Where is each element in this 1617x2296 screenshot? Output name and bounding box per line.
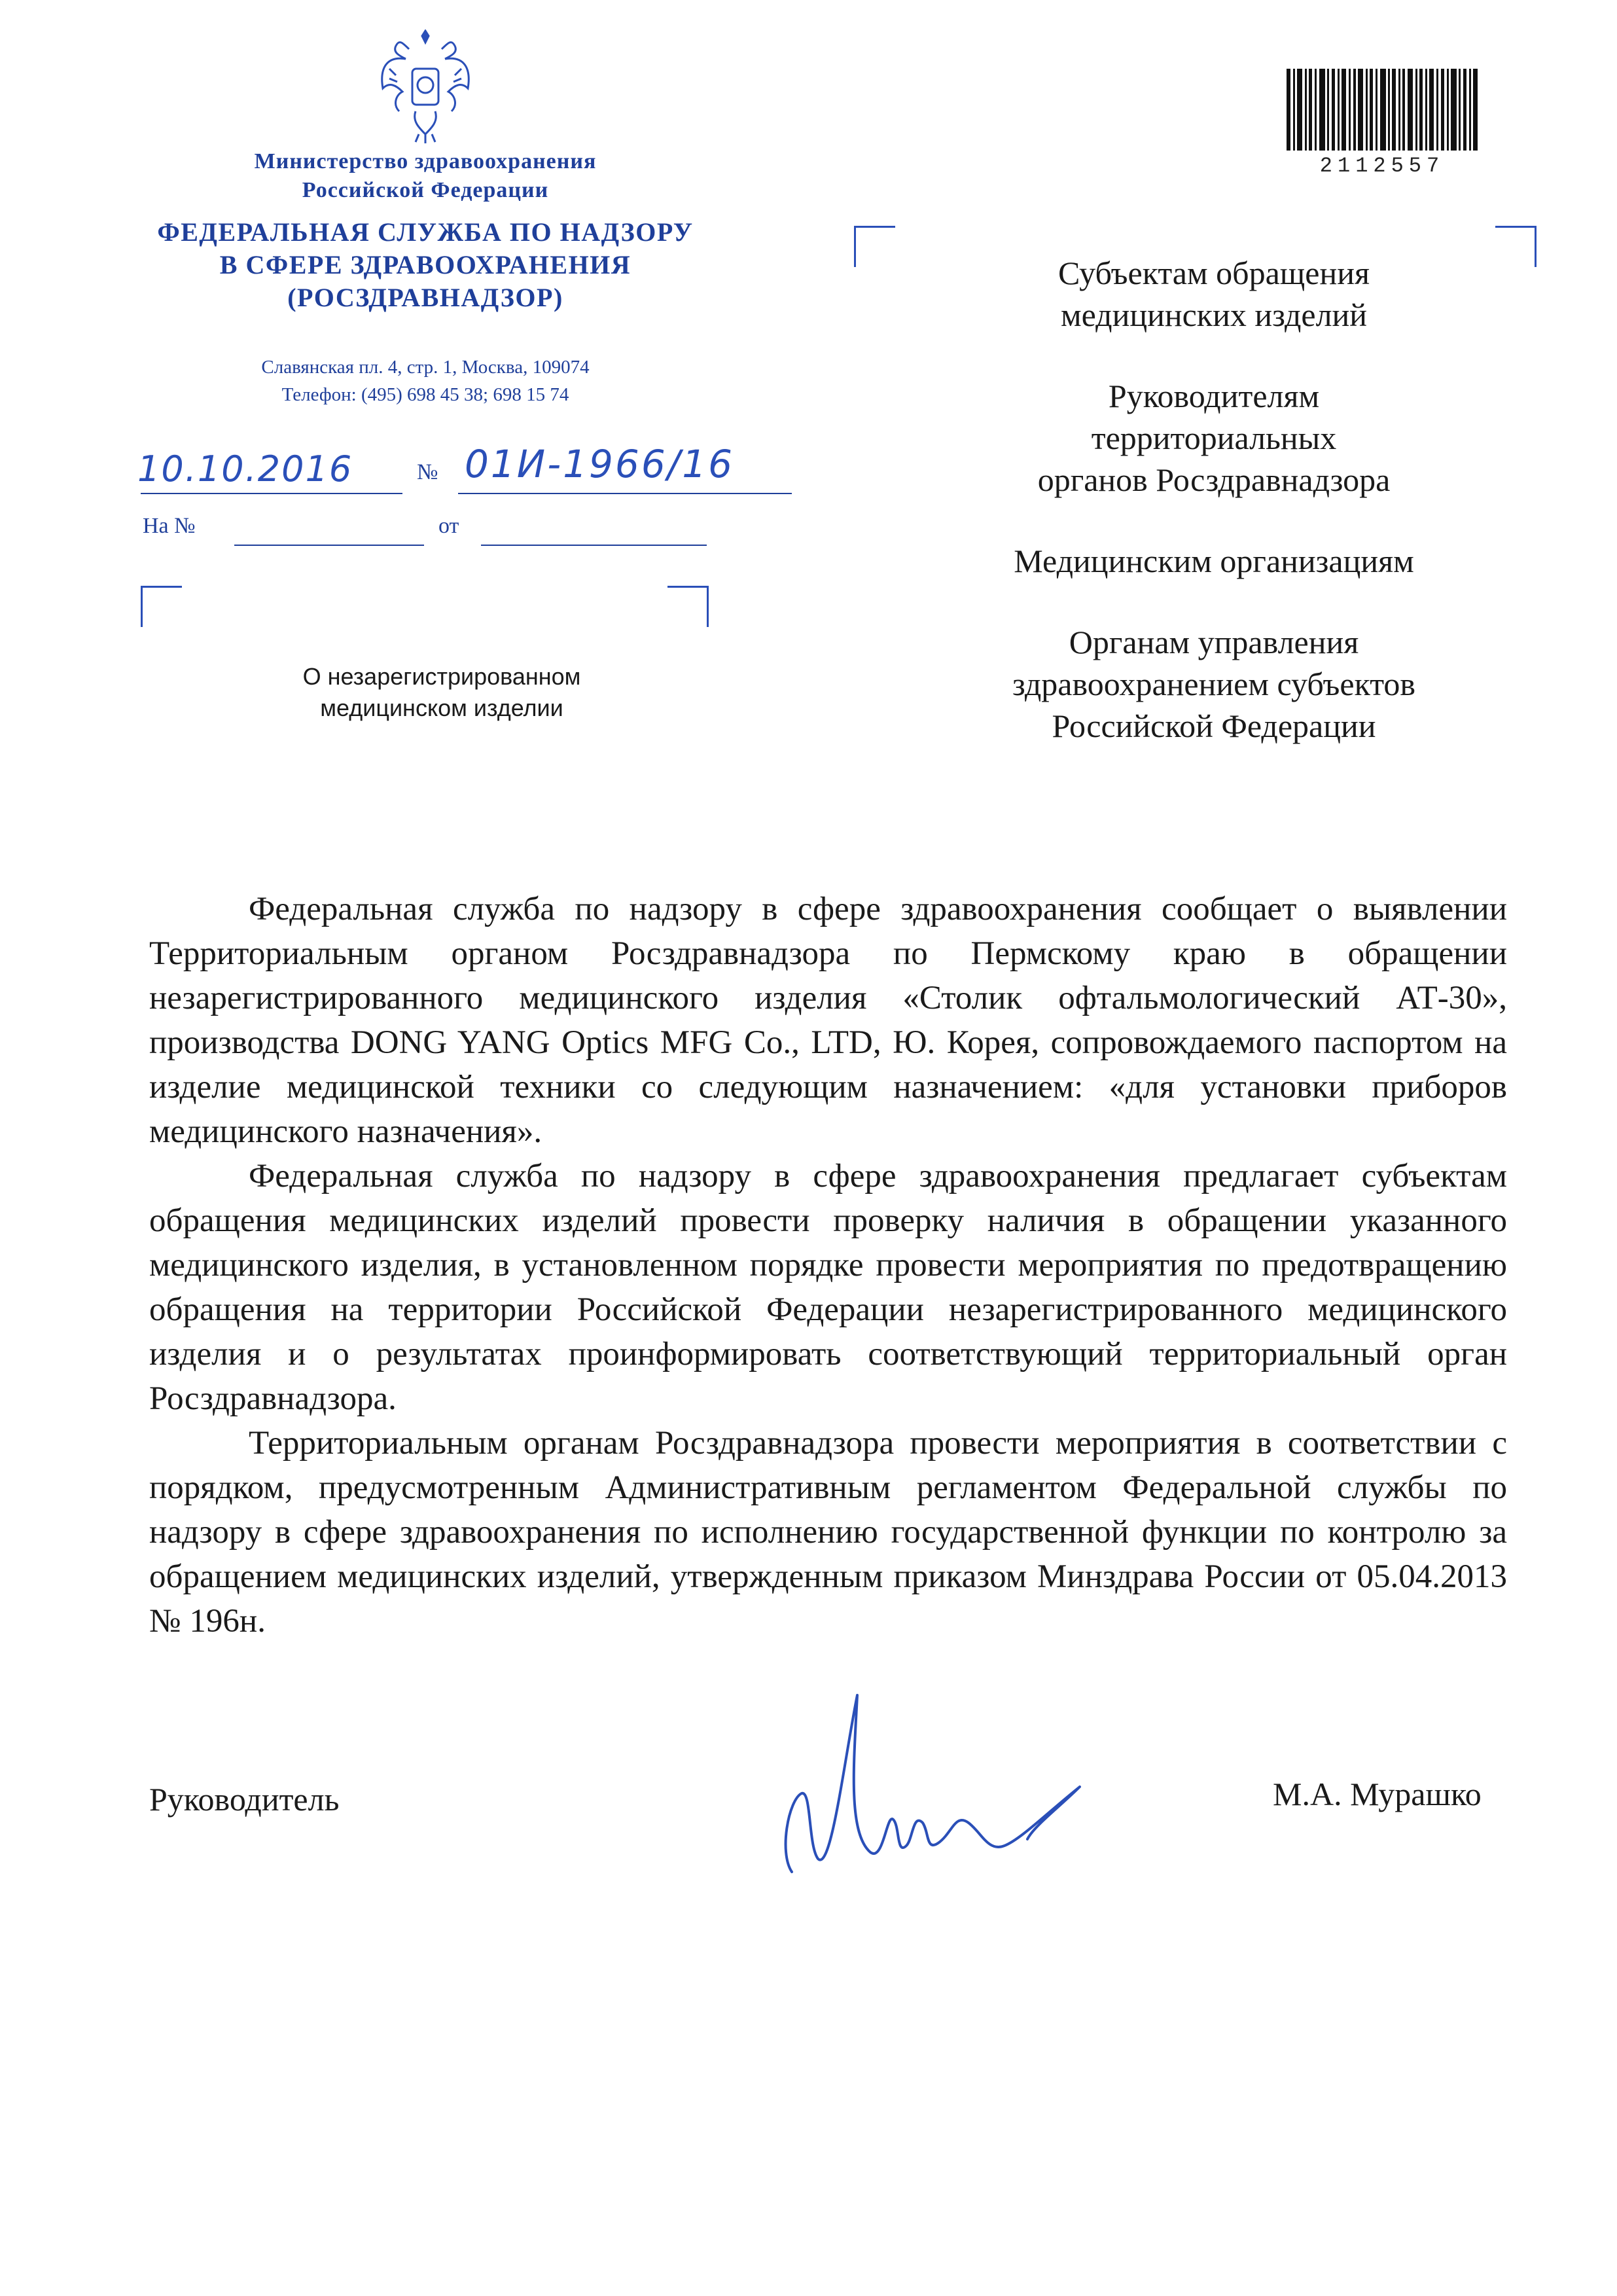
ministry-line-2: Российской Федерации	[302, 178, 549, 202]
addressee-group	[910, 375, 1518, 501]
ministry-line-1: Министерство здравоохранения	[254, 149, 597, 173]
subject-corner-left	[141, 586, 182, 627]
coat-of-arms-emblem	[376, 29, 474, 144]
handwritten-signature	[772, 1682, 1099, 1898]
number-label: №	[417, 460, 438, 484]
barcode-number: 2112557	[1319, 154, 1445, 178]
agency-line-3: (РОСЗДРАВНАДЗОР)	[287, 283, 563, 312]
ministry-name	[164, 147, 687, 205]
agency-line-2: В СФЕРЕ ЗДРАВООХРАНЕНИЯ	[219, 250, 631, 279]
addressee-line: здравоохранением субъектов	[1012, 666, 1416, 702]
addressee-line: Российской Федерации	[1052, 708, 1376, 744]
addressee-line: Органам управления	[1069, 624, 1359, 660]
barcode	[1284, 69, 1480, 160]
phone-line: Телефон: (495) 698 45 38; 698 15 74	[281, 384, 569, 405]
number-underline	[458, 493, 792, 494]
addressee-line: органов Росздравнадзора	[1037, 461, 1391, 498]
addressee-group	[910, 252, 1518, 336]
reply-date-underline	[481, 545, 707, 546]
signatory-title: Руководитель	[149, 1781, 340, 1818]
agency-name	[118, 216, 733, 314]
body-paragraph-2: Федеральная служба по надзору в сфере здравоохранения предлагает субъектам обращения медицинских изделий провести проверку наличия в обращении указанного медицинского изделия, в установленном порядке провести мероприятия по предотвращению обращения на территории Российской Федерации незарегистрированного медицинского изделия и о результатах проинформировать соответствующий территориальный орган Росздравнадзора.	[149, 1158, 1507, 1417]
addressee-block	[910, 252, 1518, 786]
agency-line-1: ФЕДЕРАЛЬНАЯ СЛУЖБА ПО НАДЗОРУ	[157, 217, 694, 247]
subject-line-1: О незарегистрированном	[302, 663, 581, 690]
addressee-line: медицинских изделий	[1060, 296, 1368, 333]
addressee-group	[910, 540, 1518, 582]
subject-line-2: медицинском изделии	[320, 694, 563, 721]
reply-number-underline	[234, 545, 424, 546]
signatory-name: М.А. Мурашко	[1273, 1776, 1482, 1812]
subject-line	[196, 661, 687, 724]
address-line: Славянская пл. 4, стр. 1, Москва, 109074	[261, 357, 590, 378]
body-paragraph-3: Территориальным органам Росздравнадзора провести мероприятия в соответствии с порядком, предусмотренным Административным регламентом Федеральной службы по надзору в сфере здравоохранения по исполнению государственной функции по контролю за обращением медицинских изделий, утвержденным приказом Минздрава России от 05.04.2013 № 196н.	[149, 1425, 1507, 1640]
body-paragraph-1: Федеральная служба по надзору в сфере здравоохранения сообщает о выявлении Территориальным органом Росздравнадзора по Пермскому краю в обращении незарегистрированного медицинского изделия «Столик офтальмологический АТ-30», производства DONG YANG Optics MFG Co., LTD, Ю. Корея, сопровождаемого паспортом на изделие медицинской техники со следующим назначением: «для установки приборов медицинского назначения».	[149, 891, 1507, 1150]
addressee-group	[910, 621, 1518, 747]
reply-to-label: На №	[143, 514, 196, 538]
addressee-corner-left	[854, 226, 895, 267]
addressee-line: территориальных	[1091, 420, 1337, 456]
registration-date: 10.10.2016	[137, 448, 353, 490]
subject-corner-right	[667, 586, 709, 627]
addressee-line: Медицинским организациям	[1014, 543, 1414, 579]
letter-body	[149, 887, 1507, 1643]
registration-number: 01И-1966/16	[465, 442, 735, 486]
from-label: от	[438, 514, 459, 538]
addressee-line: Руководителям	[1108, 378, 1320, 414]
date-underline	[141, 493, 402, 494]
agency-address	[164, 353, 687, 408]
addressee-line: Субъектам обращения	[1058, 255, 1370, 291]
